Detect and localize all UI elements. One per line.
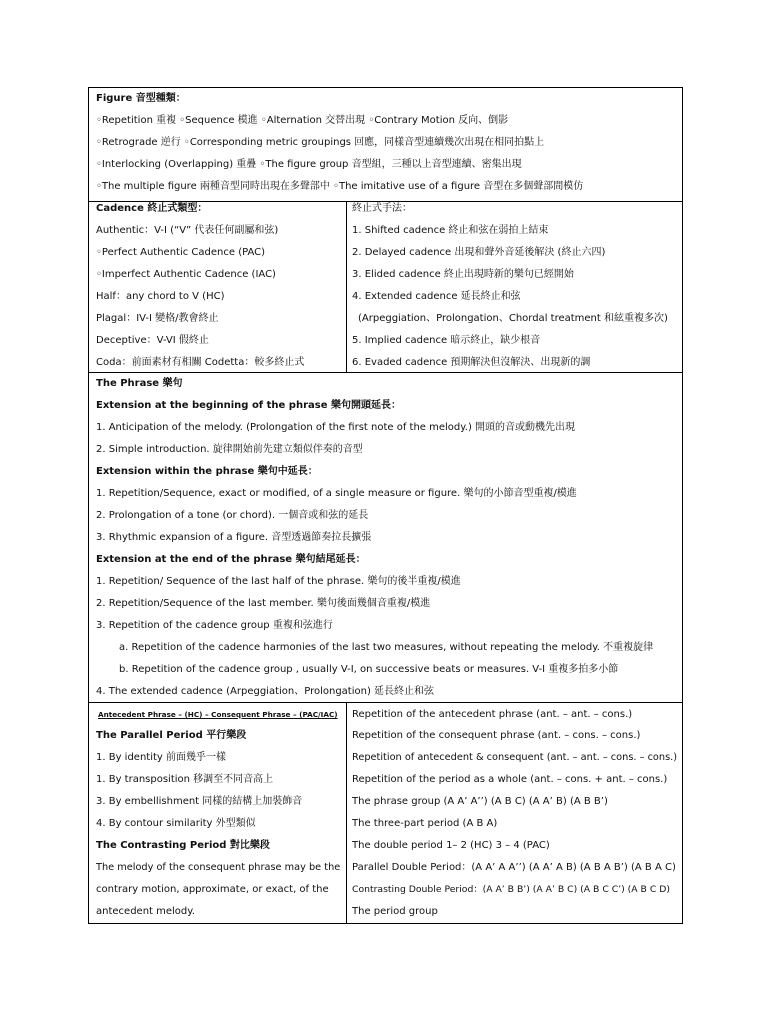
- period-structure: The phrase group (A A’ A’’) (A B C) (A A’ B) (A B B’): [352, 796, 608, 807]
- cadence-technique-note: (Arpeggiation、Prolongation、Chordal treatment 和絃重複多次): [358, 313, 668, 324]
- cadence-technique: 4. Extended cadence 延長終止和弦: [352, 291, 521, 302]
- cadence-type: ◦Perfect Authentic Cadence (PAC): [96, 247, 266, 258]
- phrase-item: 3. Rhythmic expansion of a figure. 音型透過節奏拉長擴張: [96, 532, 372, 543]
- contrasting-period-heading: The Contrasting Period 對比樂段: [96, 840, 270, 851]
- phrase-subheading: Extension at the beginning of the phrase 樂句開頭延長：: [96, 400, 401, 411]
- period-item: 3. By embellishment 同樣的結構上加裝飾音: [96, 796, 303, 807]
- period-structure: Repetition of the antecedent phrase (ant. – ant. – cons.): [352, 709, 633, 720]
- period-text: contrary motion, approximate, or exact, of the: [96, 884, 329, 895]
- phrase-subheading: Extension at the end of the phrase 樂句結尾延長：: [96, 554, 366, 565]
- phrase-item: 2. Simple introduction. 旋律開始前先建立類似伴奏的音型: [96, 444, 363, 455]
- phrase-item: 1. Anticipation of the melody. (Prolongation of the first note of the melody.) 開頭的音或動機先出現: [96, 422, 576, 433]
- figure-line: ◦Repetition 重複 ◦Sequence 模進 ◦Alternation 交替出現 ◦Contrary Motion 反向、倒影: [96, 115, 509, 126]
- cadence-type: Authentic：V-I (“V” 代表任何副屬和弦): [96, 225, 279, 236]
- divider: [89, 702, 682, 703]
- divider: [346, 702, 347, 924]
- cadence-technique: 2. Delayed cadence 出現和聲外音延後解決 (終止六四): [352, 247, 606, 258]
- period-structure: Repetition of the period as a whole (ant. – cons. + ant. – cons.): [352, 774, 668, 785]
- figure-line: ◦The multiple figure 兩種音型同時出現在多聲部中 ◦The imitative use of a figure 音型在多個聲部間模仿: [96, 181, 584, 192]
- cadence-type: Deceptive：V-VI 假終止: [96, 335, 209, 346]
- phrase-item: 2. Repetition/Sequence of the last member. 樂句後面幾個音重複/模進: [96, 598, 431, 609]
- figure-line: ◦Interlocking (Overlapping) 重疊 ◦The figure group 音型組，三種以上音型連續、密集出現: [96, 159, 522, 170]
- period-structure: Contrasting Double Period：(A A’ B B’) (A A’ B C) (A B C C’) (A B C D): [352, 884, 670, 895]
- outline-document: [88, 87, 683, 924]
- period-structure: The three-part period (A B A): [352, 818, 498, 829]
- phrase-item: 2. Prolongation of a tone (or chord). 一個音或和弦的延長: [96, 510, 369, 521]
- period-text: antecedent melody.: [96, 906, 195, 917]
- phrase-item: 4. The extended cadence (Arpeggiation、Prolongation) 延長終止和弦: [96, 686, 435, 697]
- cadence-technique: 3. Elided cadence 終止出現時新的樂句已經開始: [352, 269, 574, 280]
- phrase-item: 1. Repetition/ Sequence of the last half of the phrase. 樂句的後半重複/模進: [96, 576, 461, 587]
- cadence-technique: 1. Shifted cadence 終止和弦在弱拍上結束: [352, 225, 549, 236]
- period-structure: The double period 1– 2 (HC) 3 – 4 (PAC): [352, 840, 550, 851]
- divider: [89, 372, 682, 373]
- cadence-type: ◦Imperfect Authentic Cadence (IAC): [96, 269, 276, 280]
- period-text: The melody of the consequent phrase may be the: [96, 862, 341, 873]
- period-structure: Repetition of the consequent phrase (ant. – cons. – cons.): [352, 730, 641, 741]
- period-structure: The period group: [352, 906, 438, 917]
- phrase-subitem: a. Repetition of the cadence harmonies of the last two measures, without repeating the melody. 不重複旋律: [119, 642, 654, 653]
- period-structure: Repetition of antecedent & consequent (ant. – ant. – cons. – cons.): [352, 752, 678, 763]
- period-formula: Antecedent Phrase – (HC) – Consequent Phrase – (PAC/IAC): [98, 710, 338, 719]
- phrase-subheading: Extension within the phrase 樂句中延長：: [96, 466, 318, 477]
- phrase-heading: The Phrase 樂句: [96, 378, 183, 389]
- period-item: 4. By contour similarity 外型類似: [96, 818, 256, 829]
- cadence-type: Half：any chord to V (HC): [96, 291, 225, 302]
- period-item: 1. By identity 前面幾乎一樣: [96, 752, 227, 763]
- cadence-type: Plagal：IV-I 變格/教會終止: [96, 313, 219, 324]
- figure-heading: Figure 音型種類：: [96, 93, 186, 104]
- cadence-technique: 6. Evaded cadence 預期解決但沒解決、出現新的調: [352, 357, 591, 368]
- phrase-subitem: b. Repetition of the cadence group , usually V-I, on successive beats or measures. V-I 重複多拍多小節: [119, 664, 619, 675]
- cadence-type: Coda：前面素材有相關 Codetta：較多終止式: [96, 357, 305, 368]
- cadence-heading: Cadence 終止式類型：: [96, 203, 208, 214]
- phrase-item: 1. Repetition/Sequence, exact or modified, of a single measure or figure. 樂句的小節音型重複/模進: [96, 488, 577, 499]
- parallel-period-heading: The Parallel Period 平行樂段: [96, 730, 247, 741]
- period-item: 1. By transposition 移調至不同音高上: [96, 774, 274, 785]
- cadence-technique: 5. Implied cadence 暗示終止，缺少根音: [352, 335, 541, 346]
- cadence-technique-heading: 終止式手法：: [352, 203, 412, 214]
- phrase-item: 3. Repetition of the cadence group 重複和弦進行: [96, 620, 333, 631]
- divider: [346, 201, 347, 372]
- period-structure: Parallel Double Period：(A A’ A A’’) (A A’ A B) (A B A B’) (A B A C): [352, 862, 676, 873]
- figure-line: ◦Retrograde 逆行 ◦Corresponding metric groupings 回應，同樣音型連續幾次出現在相同拍點上: [96, 137, 545, 148]
